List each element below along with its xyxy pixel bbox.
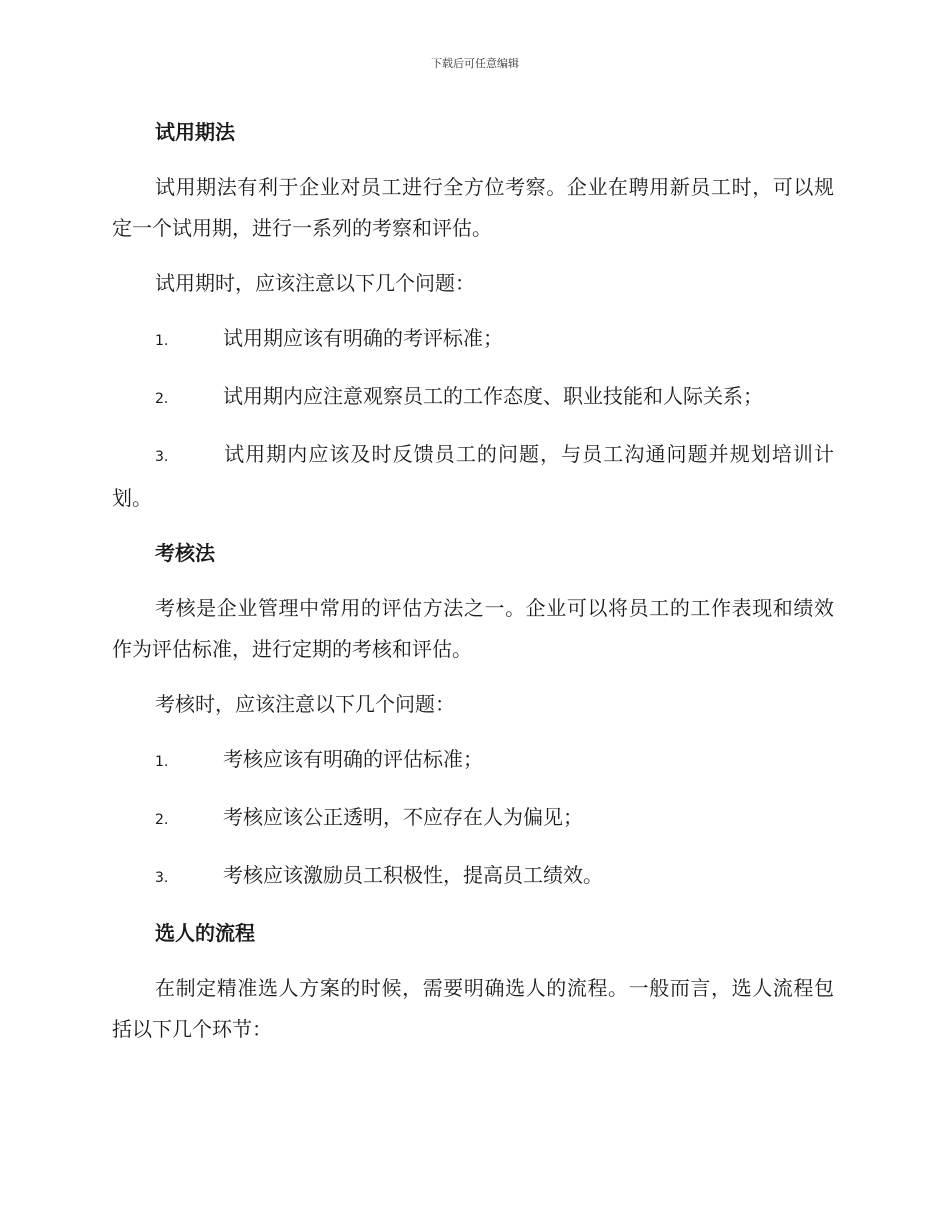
document-body xyxy=(112,112,834,1064)
section-intro-probation: 试用期法有利于企业对员工进行全方位考察。企业在聘用新员工时，可以规定一个试用期，进行一系列的考察和评估。 xyxy=(112,175,834,240)
list-item xyxy=(112,797,834,841)
page-header: 下载后可任意编辑 xyxy=(431,57,519,70)
section-intro-selection-process: 在制定精准选人方案的时候，需要明确选人的流程。一般而言，选人流程包括以下几个环节： xyxy=(112,976,834,1041)
section-lead-probation: 试用期时，应该注意以下几个问题： xyxy=(155,271,475,295)
list-item xyxy=(112,855,834,899)
list-item xyxy=(112,434,834,519)
list-text: 考核应该激励员工积极性，提高员工绩效。 xyxy=(223,863,603,887)
list-number: 1. xyxy=(155,333,169,349)
list-number: 2. xyxy=(155,812,169,828)
list-text: 试用期应该有明确的考评标准； xyxy=(223,326,503,350)
list-number: 2. xyxy=(155,391,169,407)
list-number: 3. xyxy=(155,870,169,886)
list-number: 1. xyxy=(155,754,169,770)
list-text: 试用期内应注意观察员工的工作态度、职业技能和人际关系； xyxy=(223,384,763,408)
list-item xyxy=(112,739,834,783)
section-heading-probation: 试用期法 xyxy=(155,120,235,144)
list-text: 考核应该公正透明，不应存在人为偏见； xyxy=(223,805,583,829)
list-text: 考核应该有明确的评估标准； xyxy=(223,747,483,771)
section-lead-assessment: 考核时，应该注意以下几个问题： xyxy=(155,692,455,716)
list-item xyxy=(112,318,834,362)
section-intro-assessment: 考核是企业管理中常用的评估方法之一。企业可以将员工的工作表现和绩效作为评估标准，进行定期的考核和评估。 xyxy=(112,596,834,661)
section-heading-assessment: 考核法 xyxy=(155,541,215,565)
list-number: 3. xyxy=(155,449,169,465)
list-item xyxy=(112,376,834,420)
section-heading-selection-process: 选人的流程 xyxy=(155,921,255,945)
list-text: 试用期内应该及时反馈员工的问题，与员工沟通问题并规划培训计划。 xyxy=(112,442,834,510)
